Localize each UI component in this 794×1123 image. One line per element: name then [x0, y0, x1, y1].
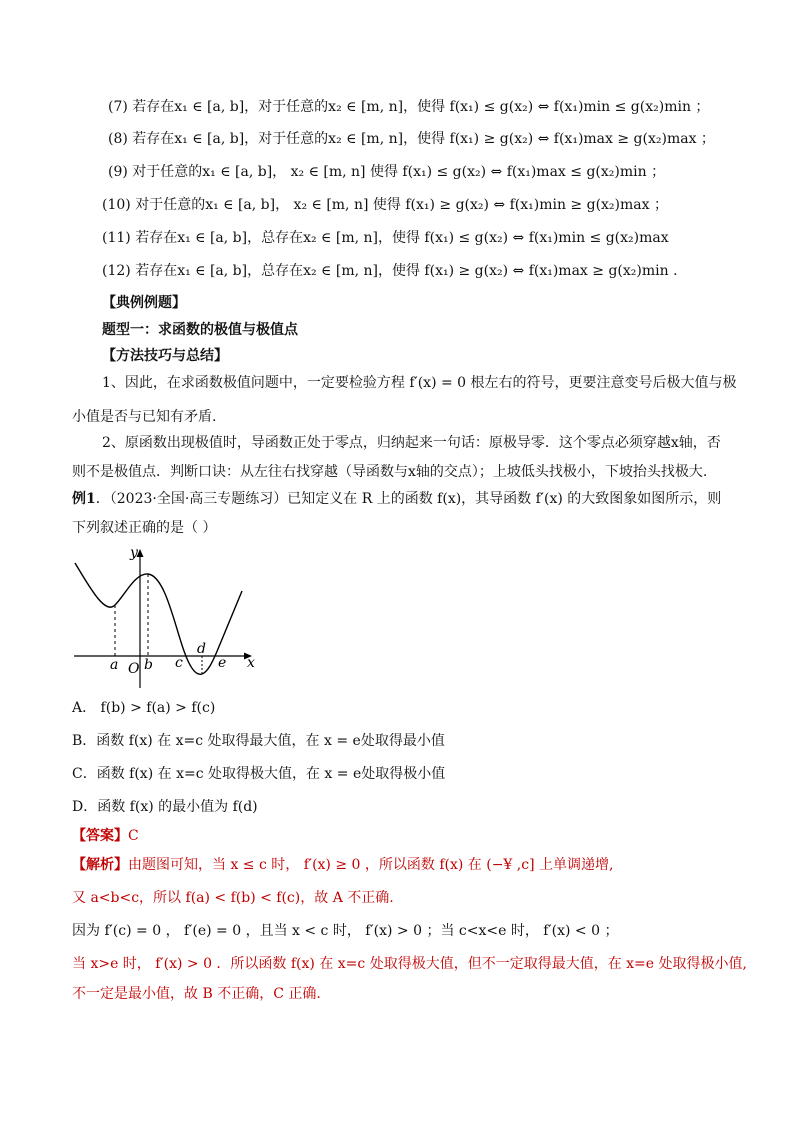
list-item-10: (10) 对于任意的x₁ ∈ [a, b]， x₂ ∈ [m, n] 使得 f(x₁) ≥ g(x₂) ⇔ f(x₁)min ≥ g(x₂)max ； [102, 197, 668, 213]
analysis-line-4: 当 x>e 时， f′(x) > 0 ．所以函数 f(x) 在 x=c 处取得极大值，但不一定取得最大值，在 x=e 处取得极小值, [72, 956, 747, 972]
example-label: 例1 [72, 491, 96, 507]
label-d: d [197, 641, 206, 657]
list-item-8: (8) 若存在x₁ ∈ [a, b]，对于任意的x₂ ∈ [m, n]，使得 f(x₁) ≥ g(x₂) ⇔ f(x₁)max ≥ g(x₂)max ； [108, 131, 715, 147]
answer [72, 826, 139, 846]
list-item-9: (9) 对于任意的x₁ ∈ [a, b]， x₂ ∈ [m, n] 使得 f(x₁) ≤ g(x₂) ⇔ f(x₁)max ≤ g(x₂)min ； [108, 164, 666, 180]
option-c: C．函数 f(x) 在 x=c 处取得极大值，在 x = e处取得极小值 [72, 766, 446, 782]
label-a: a [110, 657, 119, 673]
tip-line-3: 2、原函数出现极值时，导函数正处于零点，归纳起来一句话：原极导零．这个零点必须穿越x轴，否 [102, 435, 721, 451]
method-heading: 【方法技巧与总结】 [102, 348, 228, 364]
tip-line-4: 则不是极值点．判断口诀：从左往右找穿越（导函数与x轴的交点）；上坡低头找极小，下坡抬头找极大. [72, 464, 708, 480]
option-d: D．函数 f(x) 的最小值为 f(d) [72, 799, 258, 815]
list-item-11: (11) 若存在x₁ ∈ [a, b]，总存在x₂ ∈ [m, n]，使得 f(x₁) ≤ g(x₂) ⇔ f(x₁)min ≤ g(x₂)max [102, 230, 669, 246]
example-line-1 [72, 489, 721, 509]
label-o: O [128, 661, 140, 677]
type-heading: 题型一：求函数的极值与极值点 [102, 322, 298, 338]
list-item-12: (12) 若存在x₁ ∈ [a, b]，总存在x₂ ∈ [m, n]，使得 f(x₁) ≥ g(x₂) ⇔ f(x₁)max ≥ g(x₂)min . [102, 263, 678, 279]
example-text: ．（2023·全国·高三专题练习）已知定义在 R 上的函数 f(x)，其导函数 f′(x) 的大致图象如图所示，则 [95, 491, 722, 507]
label-x: x [247, 655, 255, 671]
analysis-line-5: 不一定是最小值，故 B 不正确，C 正确. [72, 986, 321, 1002]
answer-label: 【答案】 [72, 828, 128, 844]
label-b: b [144, 657, 153, 673]
example-line-2: 下列叙述正确的是（ ） [72, 520, 217, 536]
analysis-line-2: 又 a<b<c，所以 f(a) < f(b) < f(c)，故 A 不正确. [72, 890, 394, 906]
label-c: c [175, 655, 183, 671]
tip-line-1: 1、因此，在求函数极值问题中，一定要检验方程 f′(x) = 0 根左右的符号，更要注意变号后极大值与极 [102, 375, 737, 391]
derivative-curve [75, 563, 242, 674]
label-y: y [130, 545, 138, 561]
option-b: B．函数 f(x) 在 x=c 处取得最大值，在 x = e处取得最小值 [72, 733, 445, 749]
analysis-line-1 [72, 855, 613, 875]
tip-line-2: 小值是否与已知有矛盾. [72, 409, 217, 425]
list-item-7: (7) 若存在x₁ ∈ [a, b]，对于任意的x₂ ∈ [m, n]，使得 f(x₁) ≤ g(x₂) ⇔ f(x₁)min ≤ g(x₂)min ； [108, 99, 710, 115]
label-e: e [218, 655, 227, 671]
option-a: A． f(b) > f(a) > f(c) [72, 700, 216, 716]
analysis-label: 【解析】 [72, 857, 128, 873]
derivative-graph [70, 543, 260, 693]
analysis-line-3: 因为 f′(c) = 0 ， f′(e) = 0 ，且当 x < c 时， f′(x) > 0 ；当 c<x<e 时， f′(x) < 0 ； [72, 923, 619, 939]
answer-value: C [128, 828, 139, 844]
section-heading: 【典例例题】 [102, 295, 186, 311]
analysis-text-1: 由题图可知，当 x ≤ c 时， f′(x) ≥ 0 ，所以函数 f(x) 在 (−¥ ,c] 上单调递增, [128, 857, 614, 873]
